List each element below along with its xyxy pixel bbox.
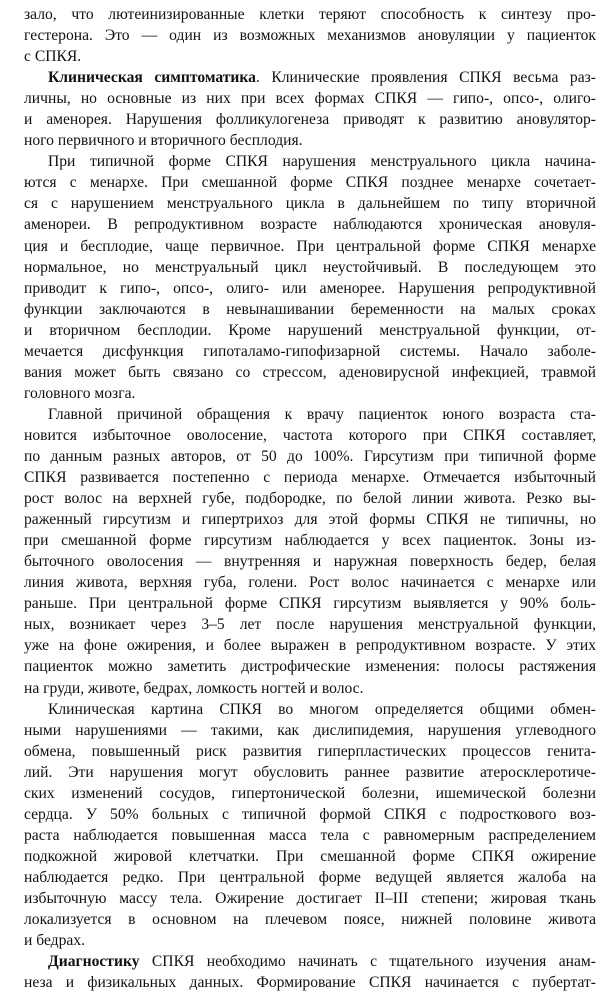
text-line: ция и бесплодие, чаще первичное. При центральной форме СПКЯ менархе — [24, 237, 596, 255]
text-line: по данным разных авторов, от 50 до 100%. Гирсутизм при типичной форме — [24, 447, 596, 465]
text-line: неза и физикальных данных. Формирование СПКЯ начинается с пубертат- — [24, 974, 596, 992]
paragraph-hirsutism — [24, 404, 596, 699]
text-line: нормальное, но менструальный цикл неустойчивый. В последующем это — [24, 258, 596, 276]
paragraph-metabolic — [24, 699, 596, 952]
text-line: сердца. У 50% больных с типичной формой СПКЯ с подросткового воз- — [24, 805, 596, 823]
text-line: ются с менархе. При смешанной форме СПКЯ позднее менархе сочетает- — [24, 174, 596, 192]
text-line: локализуется в основном на плечевом поясе, нижней половине живота — [24, 911, 596, 929]
text-line — [24, 67, 596, 88]
text-line: лий. Эти нарушения могут обусловить раннее развитие атеросклеротиче- — [24, 763, 596, 781]
text-line: на груди, животе, бедрах, ломкость ногтей и волос. — [24, 679, 364, 697]
text-line: зало, что лютеинизированные клетки теряют способность к синтезу про- — [24, 6, 596, 23]
text-line: раста наблюдается повышенная масса тела с равномерным распределением — [24, 826, 596, 844]
text-line: при смешанной форме гирсутизм наблюдается у всех пациенток. Зоны из- — [24, 532, 596, 550]
text-line: избыточную массу тела. Ожирение достигает II–III степени; жировая ткань — [24, 889, 596, 907]
text-line: подкожной жировой клетчатки. При смешанной форме СПКЯ ожирение — [24, 847, 596, 865]
text-line: наблюдается редко. При центральной форме ведущей является жалоба на — [24, 868, 596, 886]
text-line: СПКЯ развивается постепенно с периода менархе. Отмечается избыточный — [24, 469, 596, 487]
text-line: ся с нарушением менструального цикла в дальнейшем по типу вторичной — [24, 195, 596, 213]
text-line: раньше. При центральной форме СПКЯ гирсутизм выявляется у 90% боль- — [24, 595, 596, 613]
text-line-rest: . Клинические проявления СПКЯ весьма раз- — [255, 69, 596, 87]
text-line: рост волос на верхней губе, подбородке, по белой линии живота. Резко вы- — [24, 490, 596, 508]
text-line — [24, 951, 596, 972]
section-heading-diagnostics: Диагностику — [48, 953, 140, 971]
text-line: Главной причиной обращения к врачу пациенток юного возраста ста- — [48, 405, 596, 423]
text-line: аменореи. В репродуктивном возрасте наблюдаются хроническая ановуля- — [24, 216, 596, 234]
text-line: быточного оволосения — внутренняя и наружная поверхность бедер, белая — [24, 553, 596, 571]
text-line: пациенток можно заметить дистрофические изменения: полосы растяжения — [24, 658, 596, 676]
text-line: головного мозга. — [24, 384, 136, 402]
text-line: гестерона. Это — один из возможных механизмов ановуляции у пациенток — [24, 27, 596, 45]
paragraph-clinical-symptoms — [24, 67, 596, 151]
text-line: Клиническая картина СПКЯ во многом определяется общими обмен- — [48, 700, 596, 718]
text-line: ного первичного и вторичного бесплодия. — [24, 132, 303, 150]
text-line: ских изменений сосудов, гипертонической болезни, ишемической болезни — [24, 784, 596, 802]
text-line: с СПКЯ. — [24, 48, 82, 66]
text-line: раженный гирсутизм и гипертрихоз для этой формы СПКЯ не типичны, но — [24, 511, 596, 529]
text-line: линия живота, верхняя губа, голени. Рост волос начинается с менархе или — [24, 574, 596, 592]
paragraph-diagnostics — [24, 951, 596, 993]
text-line: и вторичном бесплодии. Кроме нарушений менструальной функции, от- — [24, 321, 596, 339]
section-heading-clinical-symptoms: Клиническая симптоматика — [48, 69, 256, 87]
text-line: вания может быть связано со стрессом, аденовирусной инфекцией, травмой — [24, 363, 596, 381]
paragraph-menstrual-cycle — [24, 151, 596, 404]
text-line: личны, но основные из них при всех формах СПКЯ — гипо-, опсо-, олиго- — [24, 90, 596, 108]
text-line: функции заключаются в невынашивании беременности на малых сроках — [24, 300, 596, 318]
text-line: приводит к гипо-, опсо-, олиго- или аменорее. Нарушения репродуктивной — [24, 279, 596, 297]
text-line: При типичной форме СПКЯ нарушения менструального цикла начина- — [48, 153, 596, 171]
text-line: ными нарушениями — такими, как дислипидемия, нарушения углеводного — [24, 721, 596, 739]
text-line: обмена, повышенный риск развития гиперпластических процессов генита- — [24, 742, 596, 760]
text-line: уже на фоне ожирения, и более выражен в репродуктивном возрасте. У этих — [24, 637, 596, 655]
text-line: новится избыточное оволосение, частота которого при СПКЯ составляет, — [24, 426, 596, 444]
text-line-rest: СПКЯ необходимо начинать с тщательного изучения анам- — [139, 953, 596, 971]
text-line: и аменорея. Нарушения фолликулогенеза приводят к развитию ановулятор- — [24, 111, 596, 129]
text-line: ных, возникает через 3–5 лет после нарушения менструальной функции, — [24, 616, 596, 634]
paragraph-intro-end — [24, 4, 596, 67]
text-line: и бедрах. — [24, 932, 86, 950]
text-line: мечается дисфункция гипоталамо-гипофизарной системы. Начало заболе- — [24, 342, 596, 360]
